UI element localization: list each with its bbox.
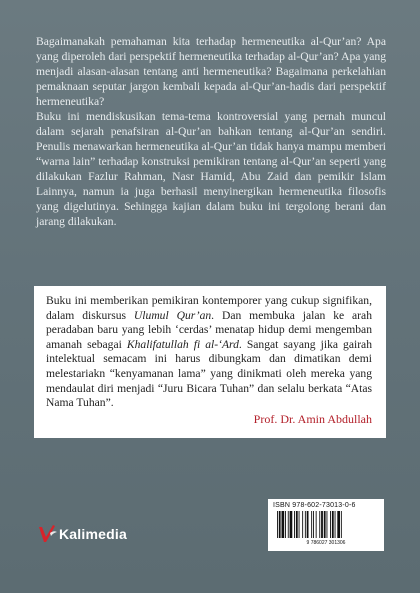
barcode-bar xyxy=(296,511,298,538)
barcode-bar xyxy=(324,511,326,538)
barcode-bar xyxy=(305,511,306,538)
endorsement-text-part-3: . Sangat sayang jika gairah intelektual semacam ini harus dibungkam dan dimatikan demi melestariakn “kenyamanan lama” yang dinikmati oleh mereka yang mendaulat diri menjadi “Juru Bicara Tuhan” dan selalu berkata “Atas Nama Tuhan”. xyxy=(46,337,372,410)
barcode-bar xyxy=(285,511,286,538)
endorsement-italic-term-2: Khalifatullah fi al-‘Ard xyxy=(126,337,239,351)
barcode-digits: 9 786027 301306 xyxy=(306,540,346,545)
synopsis-paragraph-2: Buku ini mendiskusikan tema-tema kontroversial yang pernah muncul dalam sejarah penafsiran al-Qur’an bahkan tentang al-Qur’an sendiri. Penulis menawarkan hermeneutika al-Qur’an tidak hanya mampu memberi “warna lain” terhadap konstruksi pemikiran tentang al-Qur’an seperti yang dilakukan Fazlur Rahman, Nasr Hamid, Abu Zaid dan pemikir Islam Lainnya, namun ia juga berhasil menyinergikan hermeneutika filosofis yang digelutinya. Sehingga kajian dalam buku ini tergolong berani dan jarang dilakukan. xyxy=(36,110,386,228)
synopsis-paragraph-1: Bagaimanakah pemahaman kita terhadap hermeneutika al-Qur’an? Apa yang diperoleh dari perspektif hermeneutika terhadap al-Qur’an? Apa yang menjadi alasan-alasan tentang anti hermeneutika? Bagaimana perkelahian pemaknaan seputar jargon kembali kepada al-Qur’an-hadis dari perspektif hermeneutika? xyxy=(36,35,386,108)
barcode-bar xyxy=(313,511,314,538)
publisher-name: Kalimedia xyxy=(59,526,127,542)
barcode-bar xyxy=(302,511,303,538)
barcode-bar xyxy=(290,511,293,538)
barcode-bar xyxy=(341,511,342,538)
barcode-bar xyxy=(282,511,285,538)
publisher-mark xyxy=(36,524,127,544)
endorsement-text-part-1: Buku ini memberikan pemikiran kontemporer yang cukup signifikan, dalam diskursus xyxy=(46,294,372,322)
barcode-bar xyxy=(279,511,281,538)
barcode-bar xyxy=(332,511,334,538)
barcode-bar xyxy=(316,511,317,538)
barcode-bar xyxy=(319,511,320,538)
barcode-bar xyxy=(311,511,312,538)
endorsement-author: Prof. Dr. Amin Abdullah xyxy=(253,412,372,426)
isbn-number: ISBN 978-602-73013-0-6 xyxy=(273,502,356,509)
endorsement-italic-term-1: Ulumul Qur’an xyxy=(133,308,212,322)
endorsement-text xyxy=(46,294,372,411)
barcode-bar xyxy=(335,511,336,538)
barcode-bar xyxy=(321,511,323,538)
barcode-bar xyxy=(294,511,295,538)
endorsement-text-part-2: . Dan membuka jalan ke arah peradaban baru yang lebih ‘cerdas’ menatap hidup demi mengemban amanah sebagai xyxy=(46,308,372,351)
barcode-bar xyxy=(307,511,309,538)
barcode-bars xyxy=(277,511,342,538)
barcode xyxy=(273,511,379,545)
barcode-bar xyxy=(277,511,278,538)
barcode-bar xyxy=(330,511,331,538)
isbn-barcode-label xyxy=(268,499,384,551)
endorsement-box xyxy=(34,286,386,438)
barcode-bar xyxy=(299,511,300,538)
barcode-bar xyxy=(288,511,289,538)
barcode-bar xyxy=(337,511,340,538)
kalimedia-logo-icon xyxy=(36,524,58,544)
barcode-bar xyxy=(327,511,328,538)
